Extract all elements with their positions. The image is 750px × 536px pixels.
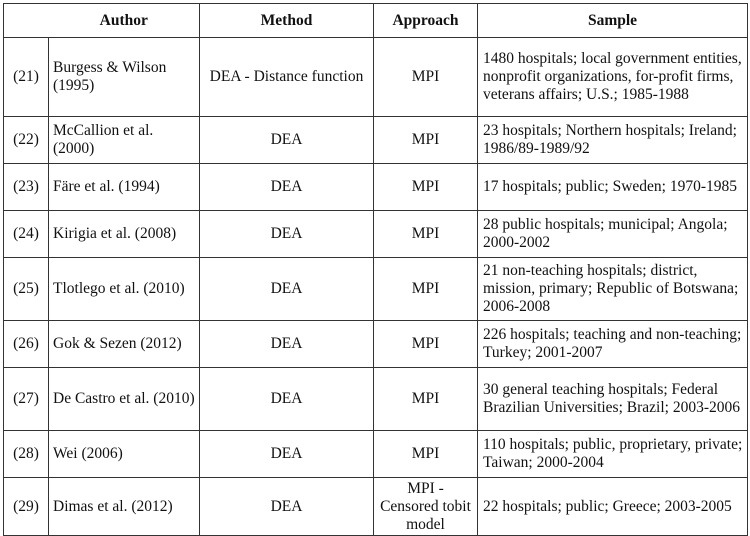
row-author: De Castro et al. (2010) — [49, 368, 200, 431]
row-method: DEA — [200, 164, 374, 211]
row-method: DEA — [200, 258, 374, 321]
row-sample: 30 general teaching hospitals; Federal Brazilian Universities; Brazil; 2003-2006 — [478, 368, 748, 431]
header-sample: Sample — [478, 4, 748, 38]
table-row — [4, 38, 748, 117]
table-row — [4, 164, 748, 211]
row-approach: MPI — [374, 164, 478, 211]
row-method: DEA — [200, 368, 374, 431]
row-method: DEA — [200, 321, 374, 368]
row-approach: MPI — [374, 117, 478, 164]
row-method: DEA — [200, 211, 374, 258]
row-number: (22) — [4, 117, 49, 164]
row-number: (25) — [4, 258, 49, 321]
row-sample: 28 public hospitals; municipal; Angola; 2000-2002 — [478, 211, 748, 258]
row-approach: MPI — [374, 321, 478, 368]
row-sample: 23 hospitals; Northern hospitals; Ireland; 1986/89-1989/92 — [478, 117, 748, 164]
row-sample: 22 hospitals; public; Greece; 2003-2005 — [478, 478, 748, 536]
row-sample: 110 hospitals; public, proprietary, private; Taiwan; 2000-2004 — [478, 431, 748, 478]
row-number: (26) — [4, 321, 49, 368]
row-method: DEA — [200, 478, 374, 536]
row-author: Kirigia et al. (2008) — [49, 211, 200, 258]
row-approach: MPI — [374, 431, 478, 478]
row-method: DEA - Distance function — [200, 38, 374, 117]
table-row — [4, 321, 748, 368]
row-number: (24) — [4, 211, 49, 258]
header-method: Method — [200, 4, 374, 38]
row-author: Wei (2006) — [49, 431, 200, 478]
row-author: Gok & Sezen (2012) — [49, 321, 200, 368]
row-author: Burgess & Wilson (1995) — [49, 38, 200, 117]
row-sample: 1480 hospitals; local government entities, nonprofit organizations, for-profit firms, veterans affairs; U.S.; 1985-1988 — [478, 38, 748, 117]
table-row — [4, 368, 748, 431]
row-method: DEA — [200, 431, 374, 478]
table-row — [4, 478, 748, 536]
row-sample: 226 hospitals; teaching and non-teaching; Turkey; 2001-2007 — [478, 321, 748, 368]
header-number — [4, 4, 49, 38]
row-number: (29) — [4, 478, 49, 536]
row-number: (23) — [4, 164, 49, 211]
row-author: Dimas et al. (2012) — [49, 478, 200, 536]
row-author: Tlotlego et al. (2010) — [49, 258, 200, 321]
header-row — [4, 4, 748, 38]
row-approach: MPI - Censored tobit model — [374, 478, 478, 536]
header-author: Author — [49, 4, 200, 38]
row-sample: 17 hospitals; public; Sweden; 1970-1985 — [478, 164, 748, 211]
row-number: (27) — [4, 368, 49, 431]
table-row — [4, 431, 748, 478]
row-approach: MPI — [374, 368, 478, 431]
row-number: (21) — [4, 38, 49, 117]
row-sample: 21 non-teaching hospitals; district, mission, primary; Republic of Botswana; 2006-2008 — [478, 258, 748, 321]
header-approach: Approach — [374, 4, 478, 38]
row-number: (28) — [4, 431, 49, 478]
row-author: McCallion et al. (2000) — [49, 117, 200, 164]
row-approach: MPI — [374, 258, 478, 321]
table-row — [4, 211, 748, 258]
row-approach: MPI — [374, 211, 478, 258]
literature-table — [3, 3, 748, 536]
table-row — [4, 117, 748, 164]
row-approach: MPI — [374, 38, 478, 117]
row-method: DEA — [200, 117, 374, 164]
row-author: Färe et al. (1994) — [49, 164, 200, 211]
table-row — [4, 258, 748, 321]
